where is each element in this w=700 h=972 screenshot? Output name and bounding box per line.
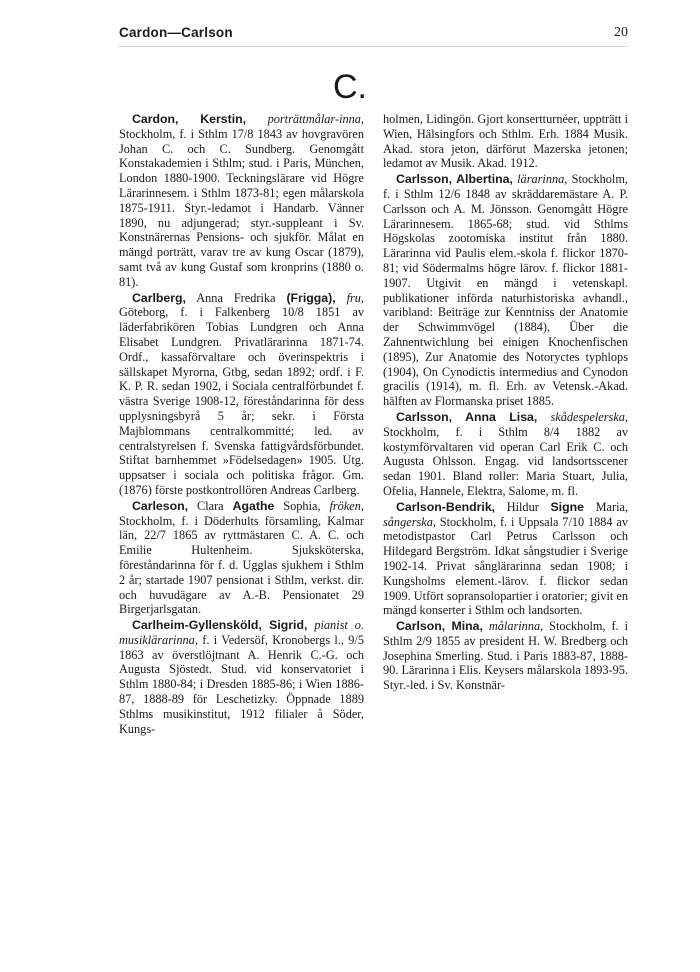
entry-name-emphasis: (Frigga), (286, 290, 336, 305)
entry-text: Stockholm, f. i Sthlm 17/8 1843 av hovgravören Johan C. och C. Sundberg. Genomgått Konstakademien i Sthlm; stud. i Paris, München, London 1880-1900. Teckningslärare vid Högre Lärarinnesem. i Sthlm 1873-81; egen målarskola 1875-1911. Styr.-ledamot i Handarb. Vänner 1890, nu adjungerad; styr.-suppleant i Sv. Konstnärernas Pensions- och sjukför. Målat en mängd porträtt, varav tre av kung Oscar (1879), samt två av kung Gustaf som kronprins (1880 o. 81). (119, 126, 364, 289)
entry-title: målarinna, (488, 619, 544, 634)
entry-name-plain: Clara (197, 498, 224, 513)
entry-title: fru, (346, 290, 364, 305)
entry-carlson-bendrik (383, 500, 628, 618)
entry-name: Carlheim-Gyllensköld, Sigrid, (132, 618, 308, 633)
page-number: 20 (614, 25, 628, 40)
entry-name: Carlson, Mina, (396, 619, 483, 634)
entry-text: Stockholm, f. i Döderhults församling, Kalmar län, 22/7 1865 av ryttmästaren C. A. C. och Emilie Hultenheim. Sjuksköterska, föreståndarinna för f. d. Ugglas sjukhem i Sthlm 2 år; startade 1907 pensionat i Sthlm, verkst. dir. och huvudägare av A.-B. Pensionatet 29 Birgerjarlsgatan. (119, 513, 364, 617)
entry-carlson-mina (383, 619, 628, 693)
entry-name: Carlberg, (132, 290, 186, 305)
entry-name-plain: Hildur (506, 499, 539, 514)
entry-name: Carleson, (132, 498, 189, 513)
entry-title: porträttmålar-inna, (267, 112, 365, 126)
entry-carlsson-albertina (383, 172, 628, 409)
entry-name-plain: Anna Fredrika (196, 290, 276, 305)
right-column (383, 112, 628, 694)
entry-text: Göteborg, f. i Falkenberg 10/8 1851 av läderfabrikören Tobias Lundgren och Anna Elisabet Lundgren. Privatlärarinna 1871-74. Ordf., kassaförvaltare och överinspektris i sällskapet Myrorna, Gtbg, sedan 1892; ordf. i F. K. P. R. sedan 1902, i Sociala centralförbundet f. västra Sverige 1908-12, föreståndarinna för dess upplysningsbyrå 5 år; sekr. i Första Majblommans centralkommitté; led. av centralstyrelsen f. Svenska fattigvårdsförbundet. Stiftat barnhemmet »Födelsedagen» 1905. Utg. uppsatser i sociala och politiska frågor. Gm. (1876) förste postkontrollören Andreas Carlberg. (119, 305, 364, 497)
entry-title: lärarinna, (517, 172, 568, 187)
page-header (119, 25, 628, 45)
section-letter: C. (333, 68, 367, 106)
left-column (119, 112, 364, 737)
entry-cardon-kerstin (119, 112, 364, 290)
entry-name-plain-2: Maria, (595, 499, 629, 514)
entry-carlsson-anna-lisa (383, 410, 628, 499)
entry-title: pianist o. musiklärarinna, (119, 618, 364, 647)
entry-continuation (383, 112, 628, 171)
entry-title: skådespelerska, (550, 409, 629, 424)
entry-name: Carlson-Bendrik, (396, 499, 496, 514)
entry-carlberg-anna (119, 291, 364, 498)
entry-name: Carlsson, Anna Lisa, (396, 409, 538, 424)
entry-carlheim-gyllenskold (119, 618, 364, 736)
entry-text: f. i Vedersöf, Kronobergs l., 9/5 1863 av överstlöjtnant A. Henrik C.-G. och Augusta Sjöstedt. Stud. vid konservatoriet i Sthlm 1880-84; i Dresden 1885-86; i Wien 1886-87, 1888-89 för Leschetizky. Öppnade 1889 Sthlms musikinstitut, 1912 filialer å Söder, Kungs- (119, 632, 364, 736)
entry-text: Stockholm, f. i Sthlm 12/6 1848 av skräddaremästare A. P. Carlsson och A. M. Jönsson. Genomgått Högre Lärarinnesem. 1865-68; stud. vid Sthlms Högskolas zootomiska institut från 1880. Lärarinna vid Paulis elem.-skola f. flickor 1870-81; vid Södermalms högre lärov. f. flickor 1881-1907. Utgivit en mängd i vetenskapl. publikationer införda naturhistoriska avhandl., varibland: Beiträge zur Kenntniss der Anatomie der Schwimmvögel (1884), Über die Zahnentwichlung bei einigen Knochenfischen (1895), Zur Anatomie des Notoryctes typhlops (1904), On Cynodictis intermedius and Cynodon gracilis (1914), m. fl. Erh. av Vetensk.-Akad. hälften av Flormanska priset 1885. (383, 172, 628, 409)
entry-name: Cardon, Kerstin, (132, 112, 247, 126)
entry-title: sångerska, (383, 514, 436, 529)
entry-text: Stockholm, f. i Sthlm 8/4 1882 av kostymförvaltaren vid operan Carl Erik C. och Augusta Ohlsson. Engag. vid landsortsscener sedan 1901. Bland roller: Maria Stuart, Julia, Ofelia, Hannele, Elektra, Salome, m. fl. (383, 424, 628, 498)
entry-title: fröken, (329, 498, 364, 513)
entry-carleson-clara (119, 499, 364, 617)
entry-text: holmen, Lidingön. Gjort konsertturnéer, uppträtt i Wien, Hälsingfors och Sthlm. Erh. 1884 Musik. Akad. stora jeton, därförut Mazerska jetonen; ledamot av Musik. Akad. 1912. (383, 112, 628, 171)
running-head: Cardon—Carlson (119, 25, 233, 40)
entry-name-emphasis: Agathe (232, 498, 275, 513)
header-rule (119, 46, 628, 47)
entry-name-emphasis: Signe (550, 499, 584, 514)
entry-text: Stockholm, f. i Uppsala 7/10 1884 av metodistpastor Carl Petrus Carlsson och Hildegard Bergström. Idkat sångstudier i Sverige 1902-14. Privat sånglärarinna sedan 1908; i Kungsholms element.-lärov. f. flickor sedan 1909. Utfört sopransolopartier i oratorier; givit en mängd konserter i Sthlm och landsorten. (383, 514, 628, 618)
entry-name-plain-2: Sophia, (283, 498, 321, 513)
entry-name: Carlsson, Albertina, (396, 172, 513, 187)
entry-text: Stockholm, f. i Sthlm 2/9 1855 av president H. W. Bredberg och Josephina Smerling. Stud. i Paris 1883-87, 1888-90. Lärarinna i Elis. Keysers målarskola 1893-95. Styr.-led. i Sv. Konstnär- (383, 619, 628, 693)
